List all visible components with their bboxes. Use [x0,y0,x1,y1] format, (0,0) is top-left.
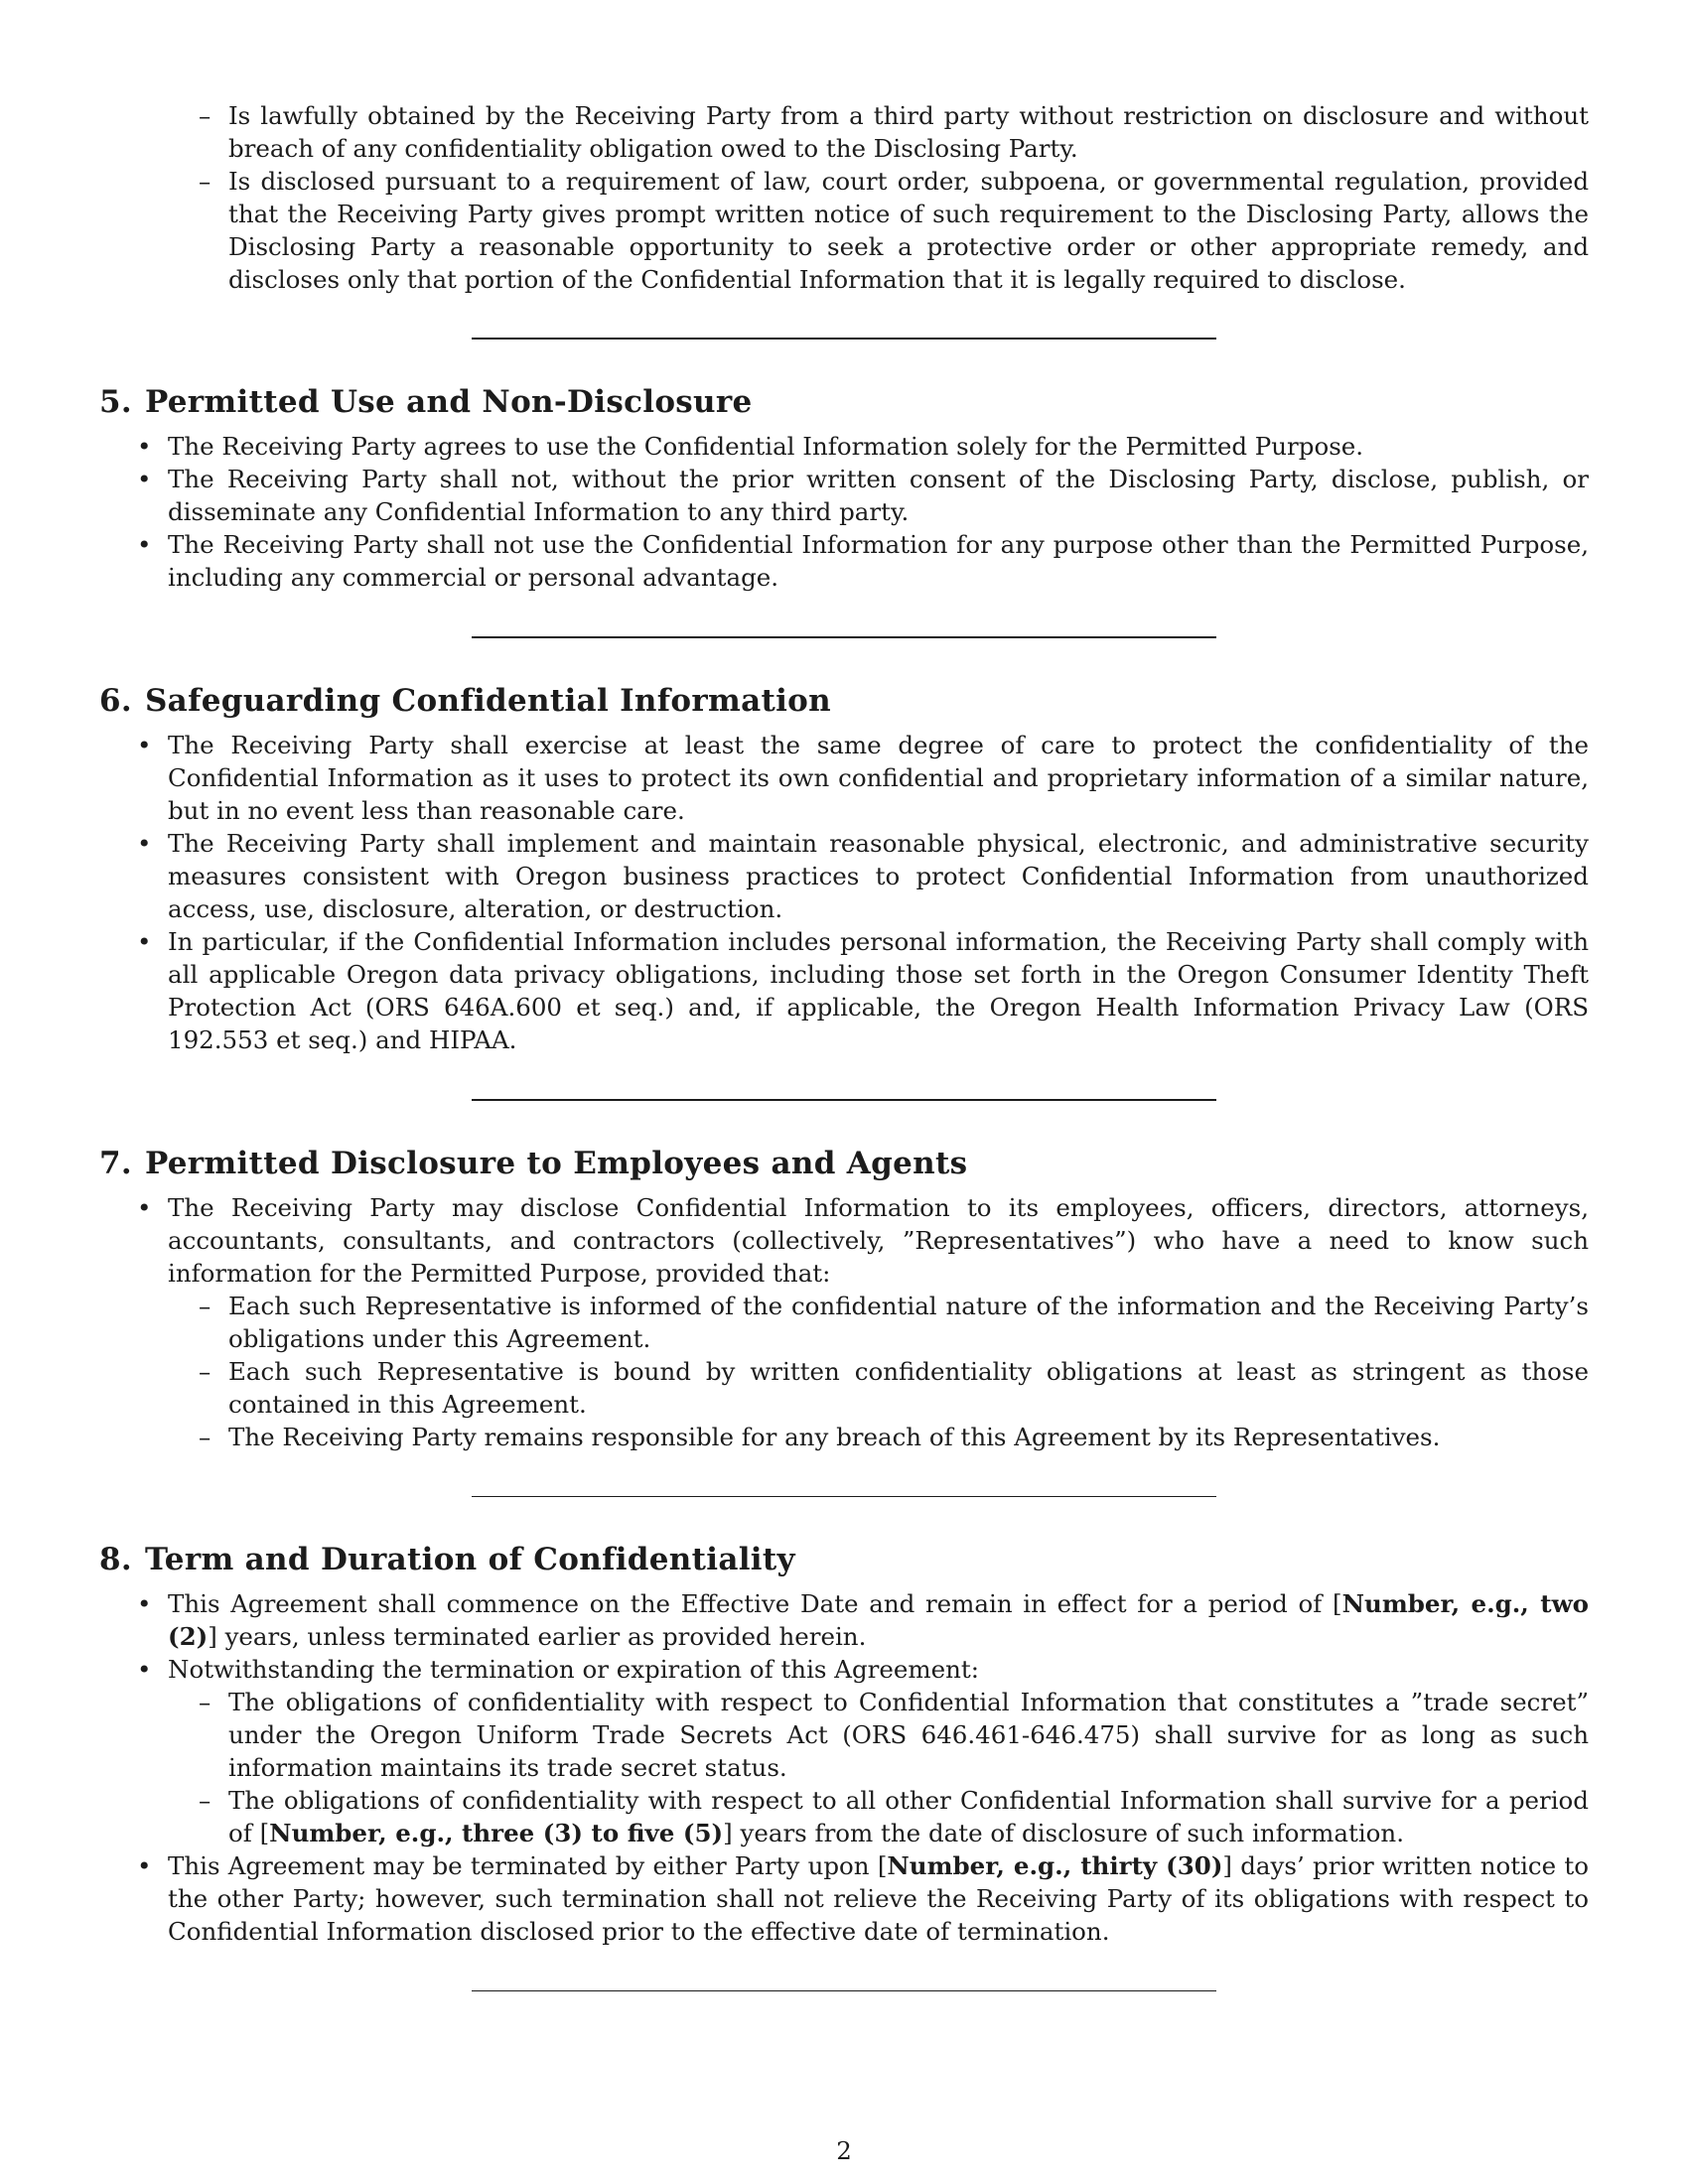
bullet-item [99,1191,1589,1453]
dash-item: – Each such Representative is informed of the confidential nature of the information and the Receiving Party’s obligations under this Agreement. [168,1290,1589,1355]
section-number: 6. [99,683,132,719]
bullet-item [99,1849,1589,1948]
bracket: [ [877,1851,888,1880]
section-4-continued-list [99,99,1589,296]
section-divider [472,1099,1216,1101]
section-number: 7. [99,1146,132,1181]
dash-item [168,1784,1589,1849]
bracket: [ [259,1819,270,1847]
placeholder-term: Number, e.g., two (2) [168,1589,1590,1651]
bullet-item [99,1587,1589,1653]
bullet-text: This Agreement shall commence on the Effective Date and remain in effect for a period of [168,1589,1334,1618]
section-7-heading [99,1144,1589,1183]
bullet-text: years, unless terminated earlier as provided herein. [216,1622,867,1651]
dash-item: – The Receiving Party remains responsible for any breach of this Agreement by its Representatives. [168,1421,1589,1453]
section-8-heading [99,1540,1589,1579]
section-6-list [99,729,1589,1056]
section-divider [472,1990,1216,1991]
section-divider [472,338,1216,340]
bullet-text: Notwithstanding the termination or expiration of this Agreement: [168,1655,979,1684]
placeholder-term: Number, e.g., thirty (30) [887,1851,1223,1880]
dash-text: years from the date of disclosure of such information. [732,1819,1404,1847]
section-8-list [99,1587,1589,1948]
placeholder-term: Number, e.g., three (3) to five (5) [269,1819,724,1847]
section-title: Permitted Use and Non-Disclosure [145,384,753,420]
bullet-item: • The Receiving Party shall exercise at least the same degree of care to protect the confidentiality of the Confidential Information as it uses to protect its own confidential and proprietary information of a similar nature, but in no event less than reasonable care. [99,729,1589,827]
page-number: 2 [836,2136,852,2165]
bullet-item: • The Receiving Party shall not use the Confidential Information for any purpose other than the Permitted Purpose, including any commercial or personal advantage. [99,528,1589,594]
section-6-heading [99,681,1589,721]
section-number: 8. [99,1542,132,1577]
section-number: 5. [99,384,132,420]
dash-text: The obligations of confidentiality with respect to all other Confidential Information shall survive for a period of [228,1786,1589,1847]
bracket: [ [1333,1589,1342,1618]
section-divider [472,636,1216,638]
document-body [99,99,1589,1991]
dash-item: – The obligations of confidentiality with respect to Confidential Information that constitutes a ”trade secret” under the Oregon Uniform Trade Secrets Act (ORS 646.461-646.475) shall survive for as long as such information maintains its trade secret status. [168,1686,1589,1784]
section-5-heading [99,382,1589,422]
bullet-text: days’ prior written notice to the other Party; however, such termination shall not relieve the Receiving Party of its obligations with respect to Confidential Information disclosed prior to the effective date of termination. [168,1851,1590,1946]
bullet-item [99,1653,1589,1849]
dash-item: – Is disclosed pursuant to a requirement of law, court order, subpoena, or governmental regulation, provided that the Receiving Party gives prompt written notice of such requirement to the Disclosing Party, allows the Disclosing Party a reasonable opportunity to seek a protective order or other appropriate remedy, and discloses only that portion of the Confidential Information that it is legally required to disclose. [99,165,1589,296]
bullet-item: • In particular, if the Confidential Information includes personal information, the Receiving Party shall comply with all applicable Oregon data privacy obligations, including those set forth in the Oregon Consumer Identity Theft Protection Act (ORS 646A.600 et seq.) and, if applicable, the Oregon Health Information Privacy Law (ORS 192.553 et seq.) and HIPAA. [99,925,1589,1056]
bullet-item: • The Receiving Party agrees to use the Confidential Information solely for the Permitted Purpose. [99,430,1589,463]
bullet-item: • The Receiving Party shall not, without the prior written consent of the Disclosing Party, disclose, publish, or disseminate any Confidential Information to any third party. [99,463,1589,528]
bullet-text: The Receiving Party may disclose Confidential Information to its employees, officers, directors, attorneys, accountants, consultants, and contractors (collectively, ”Representatives”) who have a need to know such information for the Permitted Purpose, provided that: [168,1193,1589,1288]
section-divider [472,1496,1216,1497]
section-title: Safeguarding Confidential Information [145,683,831,719]
dash-item: – Is lawfully obtained by the Receiving Party from a third party without restriction on disclosure and without breach of any confidentiality obligation owed to the Disclosing Party. [99,99,1589,165]
bracket: ] [723,1819,733,1847]
bullet-text: This Agreement may be terminated by either Party upon [168,1851,878,1880]
bracket: ] [1222,1851,1232,1880]
section-title: Permitted Disclosure to Employees and Agents [145,1146,968,1181]
section-5-list [99,430,1589,594]
section-7-list [99,1191,1589,1453]
bullet-item: • The Receiving Party shall implement and maintain reasonable physical, electronic, and administrative security measures consistent with Oregon business practices to protect Confidential Information from unauthorized access, use, disclosure, alteration, or destruction. [99,827,1589,925]
section-title: Term and Duration of Confidentiality [145,1542,795,1577]
sub-list [168,1290,1589,1453]
dash-item: – Each such Representative is bound by written confidentiality obligations at least as stringent as those contained in this Agreement. [168,1355,1589,1421]
bracket: ] [208,1622,217,1651]
sub-list [168,1686,1589,1849]
